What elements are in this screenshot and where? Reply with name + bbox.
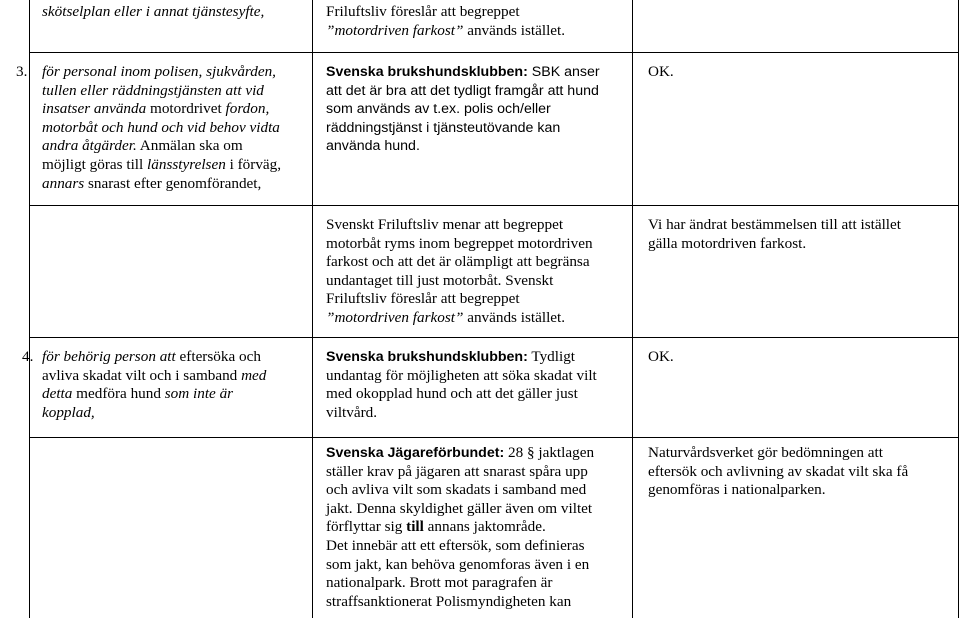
comment-line: viltvård. — [326, 403, 378, 421]
comment-line: straffsanktionerat Polismyndigheten kan — [326, 592, 572, 610]
comment-line: som används av t.ex. polis och/eller — [326, 101, 551, 118]
row-divider-4 — [29, 437, 959, 438]
response-line: gälla motordriven farkost. — [648, 234, 807, 252]
comment-emphasis: till — [406, 518, 424, 536]
rule-text-segment: fordon, — [221, 100, 270, 118]
comment-line: som jakt, kan behöva genomforas även i en — [326, 555, 590, 573]
row-divider-1 — [29, 52, 959, 53]
comment-text: används istället. — [463, 308, 566, 326]
rule-text-line — [42, 385, 266, 404]
response-line: eftersök och avlivning av skadat vilt ska få — [648, 462, 909, 480]
comment-text: används istället. — [463, 21, 566, 39]
rule-text-segment: med — [241, 366, 267, 384]
rule-text-segment: andra åtgärder. — [42, 137, 137, 155]
rule-text-line: motorbåt och hund och vid behov vidta — [42, 118, 280, 136]
rule-text-segment: annars — [42, 174, 85, 192]
comment-text: SBK anser — [527, 64, 600, 80]
row3-rule-text — [42, 348, 266, 422]
comment-line: Svenskt Friluftsliv menar att begreppet — [326, 216, 564, 233]
comment-line — [326, 63, 600, 82]
comment-line — [326, 518, 594, 537]
rule-text-line — [42, 367, 266, 386]
comment-line: att det är bra att det tydligt framgår att hund — [326, 82, 599, 99]
comment-line — [326, 22, 565, 41]
table-border-left — [29, 0, 30, 618]
rule-text-line: skötselplan eller i annat tjänstesyfte, — [42, 3, 265, 20]
comment-text: förflyttar sig — [326, 518, 407, 536]
comment-line: och avliva vilt som skadats i samband med — [326, 481, 587, 499]
rule-text-segment: länsstyrelsen — [147, 155, 226, 173]
comment-line: med okopplad hund och att det gäller just — [326, 385, 578, 403]
comment-line: motorbåt ryms inom begreppet motordriven — [326, 234, 593, 252]
rule-text-line: tullen eller räddningstjänsten att vid — [42, 81, 264, 99]
row4-response — [648, 444, 908, 500]
rule-text-segment: avliva skadat vilt och i samband — [42, 366, 242, 384]
row3-response: OK. — [648, 348, 674, 365]
row1-comment — [326, 63, 600, 156]
response-line: Vi har ändrat bestämmelsen till att istället — [648, 216, 901, 233]
organization-name: Svenska brukshundsklubben: — [326, 64, 528, 80]
comment-line: nationalpark. Brott mot paragrafen är — [326, 574, 553, 592]
row1-rule-text — [42, 63, 281, 193]
comment-line: använda hund. — [326, 138, 420, 155]
rule-text-segment: detta — [42, 385, 73, 403]
comment-line: farkost och att det är olämpligt att begränsa — [326, 253, 590, 271]
comment-line: undantag för möjligheten att söka skadat vilt — [326, 366, 597, 384]
comment-line — [326, 348, 597, 367]
organization-name: Svenska Jägareförbundet: — [326, 445, 505, 461]
row4-comment — [326, 444, 594, 611]
comment-line: Friluftsliv föreslår att begreppet — [326, 3, 520, 20]
rule-text-segment: Anmälan ska om — [136, 137, 243, 155]
comment-text: annans jaktområde. — [423, 518, 546, 536]
row1-response: OK. — [648, 63, 674, 80]
rule-text-line — [42, 175, 281, 194]
comment-text: 28 § jaktlagen — [504, 444, 595, 461]
comment-line — [326, 444, 594, 463]
rule-text-line — [42, 100, 281, 119]
row3-comment — [326, 348, 597, 422]
column-divider-1 — [312, 0, 313, 618]
rule-text-segment: medföra hund — [72, 385, 165, 403]
comment-line: Friluftsliv föreslår att begreppet — [326, 290, 520, 308]
rule-text-segment: för behörig person att — [42, 348, 176, 365]
rule-text-line: för personal inom polisen, sjukvården, — [42, 63, 276, 80]
response-line: Naturvårdsverket gör bedömningen att — [648, 444, 883, 461]
rule-text-segment: som inte är — [164, 385, 234, 403]
rule-text-segment: i förväg, — [225, 155, 282, 173]
item-number-4: 4. — [22, 348, 34, 365]
row2-response — [648, 216, 901, 253]
comment-line: ställer krav på jägaren att snarast spåra upp — [326, 462, 588, 480]
response-line: genomföras i nationalparken. — [648, 481, 826, 499]
comment-text: Tydligt — [527, 348, 576, 365]
row2-comment — [326, 216, 593, 328]
row0-rule-text — [42, 3, 264, 22]
column-divider-2 — [632, 0, 633, 618]
comment-line: räddningstjänst i tjänsteutövande kan — [326, 119, 561, 136]
table-border-right — [958, 0, 959, 618]
row-divider-3 — [29, 337, 959, 338]
rule-text-line — [42, 348, 266, 367]
comment-line: jakt. Denna skyldighet gäller även om viltet — [326, 499, 593, 517]
term-text: ”motordriven farkost” — [326, 308, 464, 326]
rule-text-line — [42, 137, 281, 156]
comment-line: undantaget till just motorbåt. Svenskt — [326, 271, 554, 289]
rule-text-segment: insatser använda — [42, 100, 150, 118]
row-divider-2 — [29, 205, 959, 206]
rule-text-segment: motordrivet — [150, 100, 222, 118]
rule-text-segment: snarast efter genomförandet, — [84, 174, 262, 192]
rule-text-line: kopplad, — [42, 403, 95, 421]
rule-text-segment: eftersöka och — [175, 348, 261, 365]
comment-line: Det innebär att ett eftersök, som definieras — [326, 536, 585, 554]
comment-line — [326, 309, 593, 328]
item-number-3: 3. — [16, 63, 28, 80]
term-text: ”motordriven farkost” — [326, 21, 464, 39]
row0-comment — [326, 3, 565, 40]
rule-text-line — [42, 156, 281, 175]
rule-text-segment: möjligt göras till — [42, 155, 148, 173]
organization-name: Svenska brukshundsklubben: — [326, 349, 528, 365]
